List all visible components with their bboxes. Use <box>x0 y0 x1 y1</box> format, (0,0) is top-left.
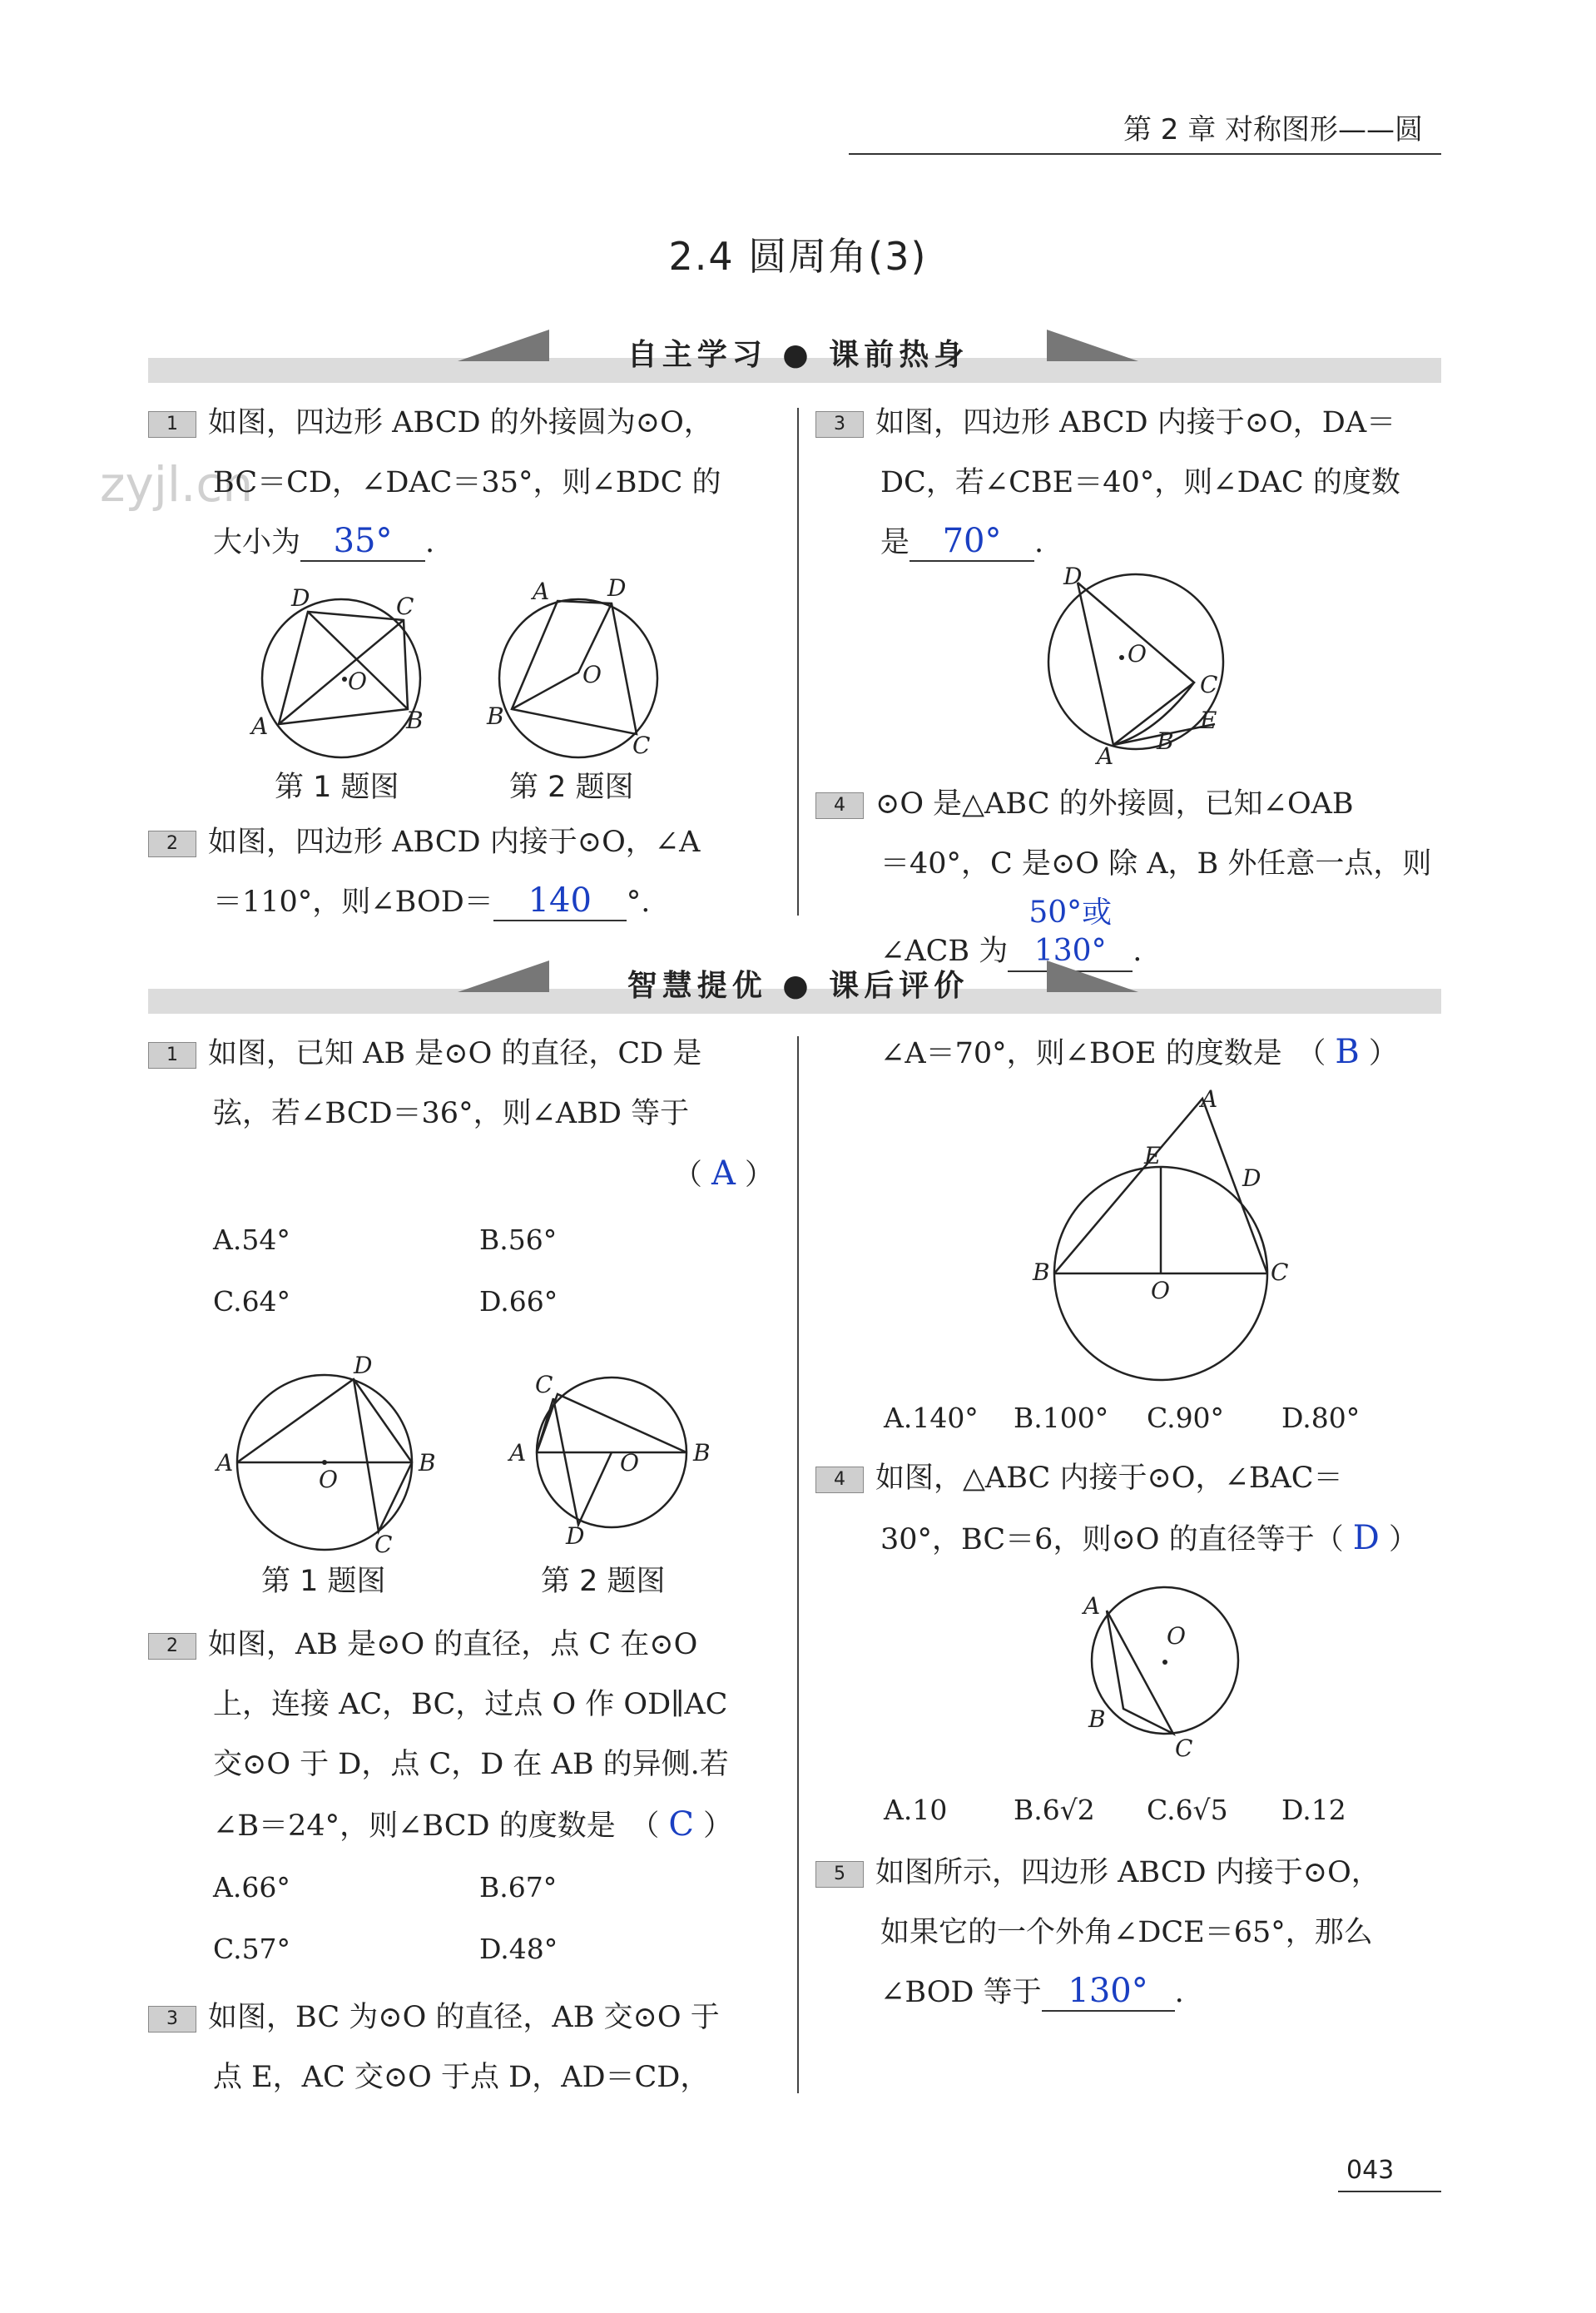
question-number: 4 <box>815 1467 864 1493</box>
q-line: 弦，若∠BCD＝36°，则∠ABD 等于 <box>213 1097 690 1130</box>
q-line: ∠A＝70°，则∠BOE 的度数是 <box>880 1037 1282 1070</box>
option: B.67° <box>479 1871 558 1904</box>
svg-text:B: B <box>419 1449 436 1477</box>
q-line: ＝40°，C 是⊙O 除 A，B 外任意一点，则 <box>880 847 1432 881</box>
question-number: 1 <box>148 411 196 438</box>
question-number: 3 <box>815 411 864 438</box>
question-number: 2 <box>148 1633 196 1660</box>
q-line: 上，连接 AC，BC，过点 O 作 OD∥AC <box>213 1688 728 1721</box>
q-tail: . <box>425 526 435 559</box>
q-tail: . <box>1174 1976 1184 2009</box>
svg-text:E: E <box>1144 1142 1162 1169</box>
answer-blank: 50°或130° <box>1008 894 1133 972</box>
p2-fig2-caption: 第 2 题图 <box>541 1565 666 1598</box>
p1-figure-3 <box>1024 563 1273 770</box>
option: A.54° <box>213 1224 290 1256</box>
svg-text:B: B <box>1088 1705 1106 1733</box>
q-line: 如图，△ABC 内接于⊙O，∠BAC＝ <box>875 1462 1343 1495</box>
svg-text:D: D <box>1063 563 1083 590</box>
q-tail: . <box>1034 526 1044 559</box>
svg-text:B: B <box>693 1439 711 1467</box>
svg-text:C: C <box>396 593 414 620</box>
svg-text:D: D <box>1242 1164 1261 1192</box>
column-divider-1 <box>797 408 799 916</box>
option: B.6√2 <box>1014 1794 1095 1826</box>
p1-question-3 <box>815 393 1448 573</box>
svg-text:C: C <box>1175 1735 1193 1762</box>
section-title-2: 智慧提优 ● 课后评价 <box>627 969 969 1003</box>
svg-text:B: B <box>487 702 504 730</box>
p2-question-4: 4 如图，△ABC 内接于⊙O，∠BAC＝ 30°，BC＝6，则⊙O 的直径等于（ D ） <box>815 1448 1448 1570</box>
svg-text:O: O <box>1167 1622 1186 1650</box>
q-line: 如图，四边形 ABCD 内接于⊙O，DA＝ <box>875 406 1396 439</box>
option: C.64° <box>213 1285 291 1318</box>
p2-figures-1-2 <box>212 1352 711 1558</box>
p1-figures-1-2 <box>241 574 674 757</box>
p1-fig1-caption: 第 1 题图 <box>275 771 399 804</box>
p1-figure-1 <box>249 584 424 757</box>
p2-question-3 <box>148 1988 781 2107</box>
q-tail: . <box>1133 935 1142 968</box>
svg-text:C: C <box>374 1531 393 1558</box>
option: B.100° <box>1014 1402 1109 1434</box>
svg-text:O: O <box>348 668 367 695</box>
q-line: ＝110°，则∠BOD＝ <box>213 886 493 919</box>
watermark: zyjl.cn <box>100 456 254 513</box>
question-number: 5 <box>815 1861 864 1888</box>
q-line: DC，若∠CBE＝40°，则∠DAC 的度数 <box>880 466 1400 499</box>
q-line: 如图，AB 是⊙O 的直径，点 C 在⊙O <box>208 1628 698 1661</box>
svg-text:B: B <box>406 707 424 734</box>
option: A.10 <box>884 1794 948 1826</box>
q-line: 如图所示，四边形 ABCD 内接于⊙O， <box>875 1856 1380 1889</box>
choice-answer: A <box>711 1154 736 1193</box>
answer-blank: 140 <box>493 881 627 921</box>
svg-text:A: A <box>1097 742 1114 770</box>
svg-text:D: D <box>566 1522 585 1550</box>
option: D.80° <box>1281 1402 1361 1434</box>
q-line: 大小为 <box>213 526 301 559</box>
option: C.6√5 <box>1147 1794 1228 1826</box>
svg-text:D: D <box>291 584 310 612</box>
q-line: ∠B＝24°，则∠BCD 的度数是 <box>213 1809 616 1843</box>
question-number: 4 <box>815 792 864 819</box>
page-title: 2.4 圆周角(3) <box>668 234 928 279</box>
option: D.66° <box>479 1285 558 1318</box>
svg-text:O: O <box>1151 1277 1170 1304</box>
q-line: 如图，已知 AB 是⊙O 的直径，CD 是 <box>208 1037 702 1070</box>
svg-text:A: A <box>1201 1085 1218 1113</box>
q-line: 交⊙O 于 D，点 C，D 在 AB 的异侧.若 <box>213 1748 729 1781</box>
p2-fig1-caption: 第 1 题图 <box>261 1565 386 1598</box>
chapter-header: 第 2 章 对称图形——圆 <box>1123 113 1424 146</box>
svg-text:C: C <box>1271 1258 1289 1286</box>
q-line: 如图，BC 为⊙O 的直径，AB 交⊙O 于 <box>208 2001 720 2034</box>
answer-blank: 70° <box>910 522 1034 562</box>
p2-figure-3 <box>1019 1085 1302 1382</box>
q-tail: °. <box>626 886 651 919</box>
section-title-1: 自主学习 ● 课前热身 <box>627 338 969 372</box>
answer-blank: 130° <box>1042 1972 1175 2012</box>
p2-question-2: 2 如图，AB 是⊙O 的直径，点 C 在⊙O 上，连接 AC，BC，过点 O 作 OD∥AC 交⊙O 于 D，点 C，D 在 AB 的异侧.若 ∠B＝24°，则∠BCD 的度数是 （ C ） <box>148 1615 781 1856</box>
option: C.90° <box>1147 1402 1225 1434</box>
q-line: 如图，四边形 ABCD 的外接圆为⊙O， <box>208 406 713 439</box>
svg-text:B: B <box>1157 727 1174 755</box>
p2-question-5 <box>815 1843 1448 2023</box>
option: C.57° <box>213 1933 291 1965</box>
svg-text:A: A <box>1083 1592 1101 1620</box>
p2-figure-2 <box>507 1371 711 1550</box>
q-line: 是 <box>880 526 910 559</box>
option: A.66° <box>213 1871 290 1904</box>
page-number-rule <box>1338 2191 1441 2192</box>
svg-text:C: C <box>1200 671 1218 698</box>
p1-question-2 <box>148 812 781 932</box>
choice-answer: C <box>668 1805 694 1844</box>
svg-text:D: D <box>607 574 627 602</box>
option: D.48° <box>479 1933 558 1965</box>
choice-answer: B <box>1335 1033 1360 1071</box>
option: A.140° <box>884 1402 979 1434</box>
p1-question-1 <box>148 393 781 573</box>
option: D.12 <box>1281 1794 1346 1826</box>
q-line: 点 E，AC 交⊙O 于点 D，AD＝CD， <box>213 2061 710 2094</box>
svg-text:O: O <box>620 1449 639 1477</box>
column-divider-2 <box>797 1036 799 2093</box>
header-rule <box>849 153 1441 155</box>
p2-question-3-continued: ∠A＝70°，则∠BOE 的度数是 （ B ） <box>880 1033 1398 1071</box>
p2-figure-4 <box>1073 1586 1265 1760</box>
question-number: 1 <box>148 1042 196 1069</box>
p1-question-4 <box>815 774 1448 981</box>
question-number: 3 <box>148 2006 196 2033</box>
answer-blank: 35° <box>300 522 425 562</box>
p1-fig2-caption: 第 2 题图 <box>509 771 634 804</box>
svg-text:O: O <box>1128 640 1147 668</box>
svg-text:C: C <box>535 1371 553 1398</box>
p2-figure-1 <box>214 1352 436 1558</box>
svg-text:A: A <box>509 1439 527 1467</box>
svg-text:A: A <box>251 712 269 740</box>
svg-text:O: O <box>319 1466 338 1493</box>
svg-text:A: A <box>216 1449 234 1477</box>
svg-text:O: O <box>582 661 602 688</box>
option: B.56° <box>479 1224 558 1256</box>
q-line: 30°，BC＝6，则⊙O 的直径等于 <box>880 1523 1315 1556</box>
question-number: 2 <box>148 831 196 857</box>
svg-text:E: E <box>1200 707 1217 734</box>
p2-question-1: 1 如图，已知 AB 是⊙O 的直径，CD 是 弦，若∠BCD＝36°，则∠ABD 等于 （ A ） <box>148 1024 781 1205</box>
q-line: ∠ACB 为 <box>880 935 1009 968</box>
choice-answer: D <box>1352 1519 1380 1557</box>
svg-text:C: C <box>632 732 651 759</box>
q-line: ⊙O 是△ABC 的外接圆，已知∠OAB <box>875 787 1354 821</box>
q-line: ∠BOD 等于 <box>880 1976 1042 2009</box>
q-line: 如果它的一个外角∠DCE＝65°，那么 <box>880 1916 1373 1949</box>
svg-text:B: B <box>1033 1258 1050 1286</box>
q-line: BC＝CD，∠DAC＝35°，则∠BDC 的 <box>213 466 721 499</box>
svg-text:D: D <box>354 1352 373 1379</box>
svg-text:A: A <box>533 578 550 605</box>
q-line: 如图，四边形 ABCD 内接于⊙O，∠A <box>208 826 701 859</box>
page-number: 043 <box>1346 2156 1395 2185</box>
p1-figure-2 <box>486 574 657 759</box>
